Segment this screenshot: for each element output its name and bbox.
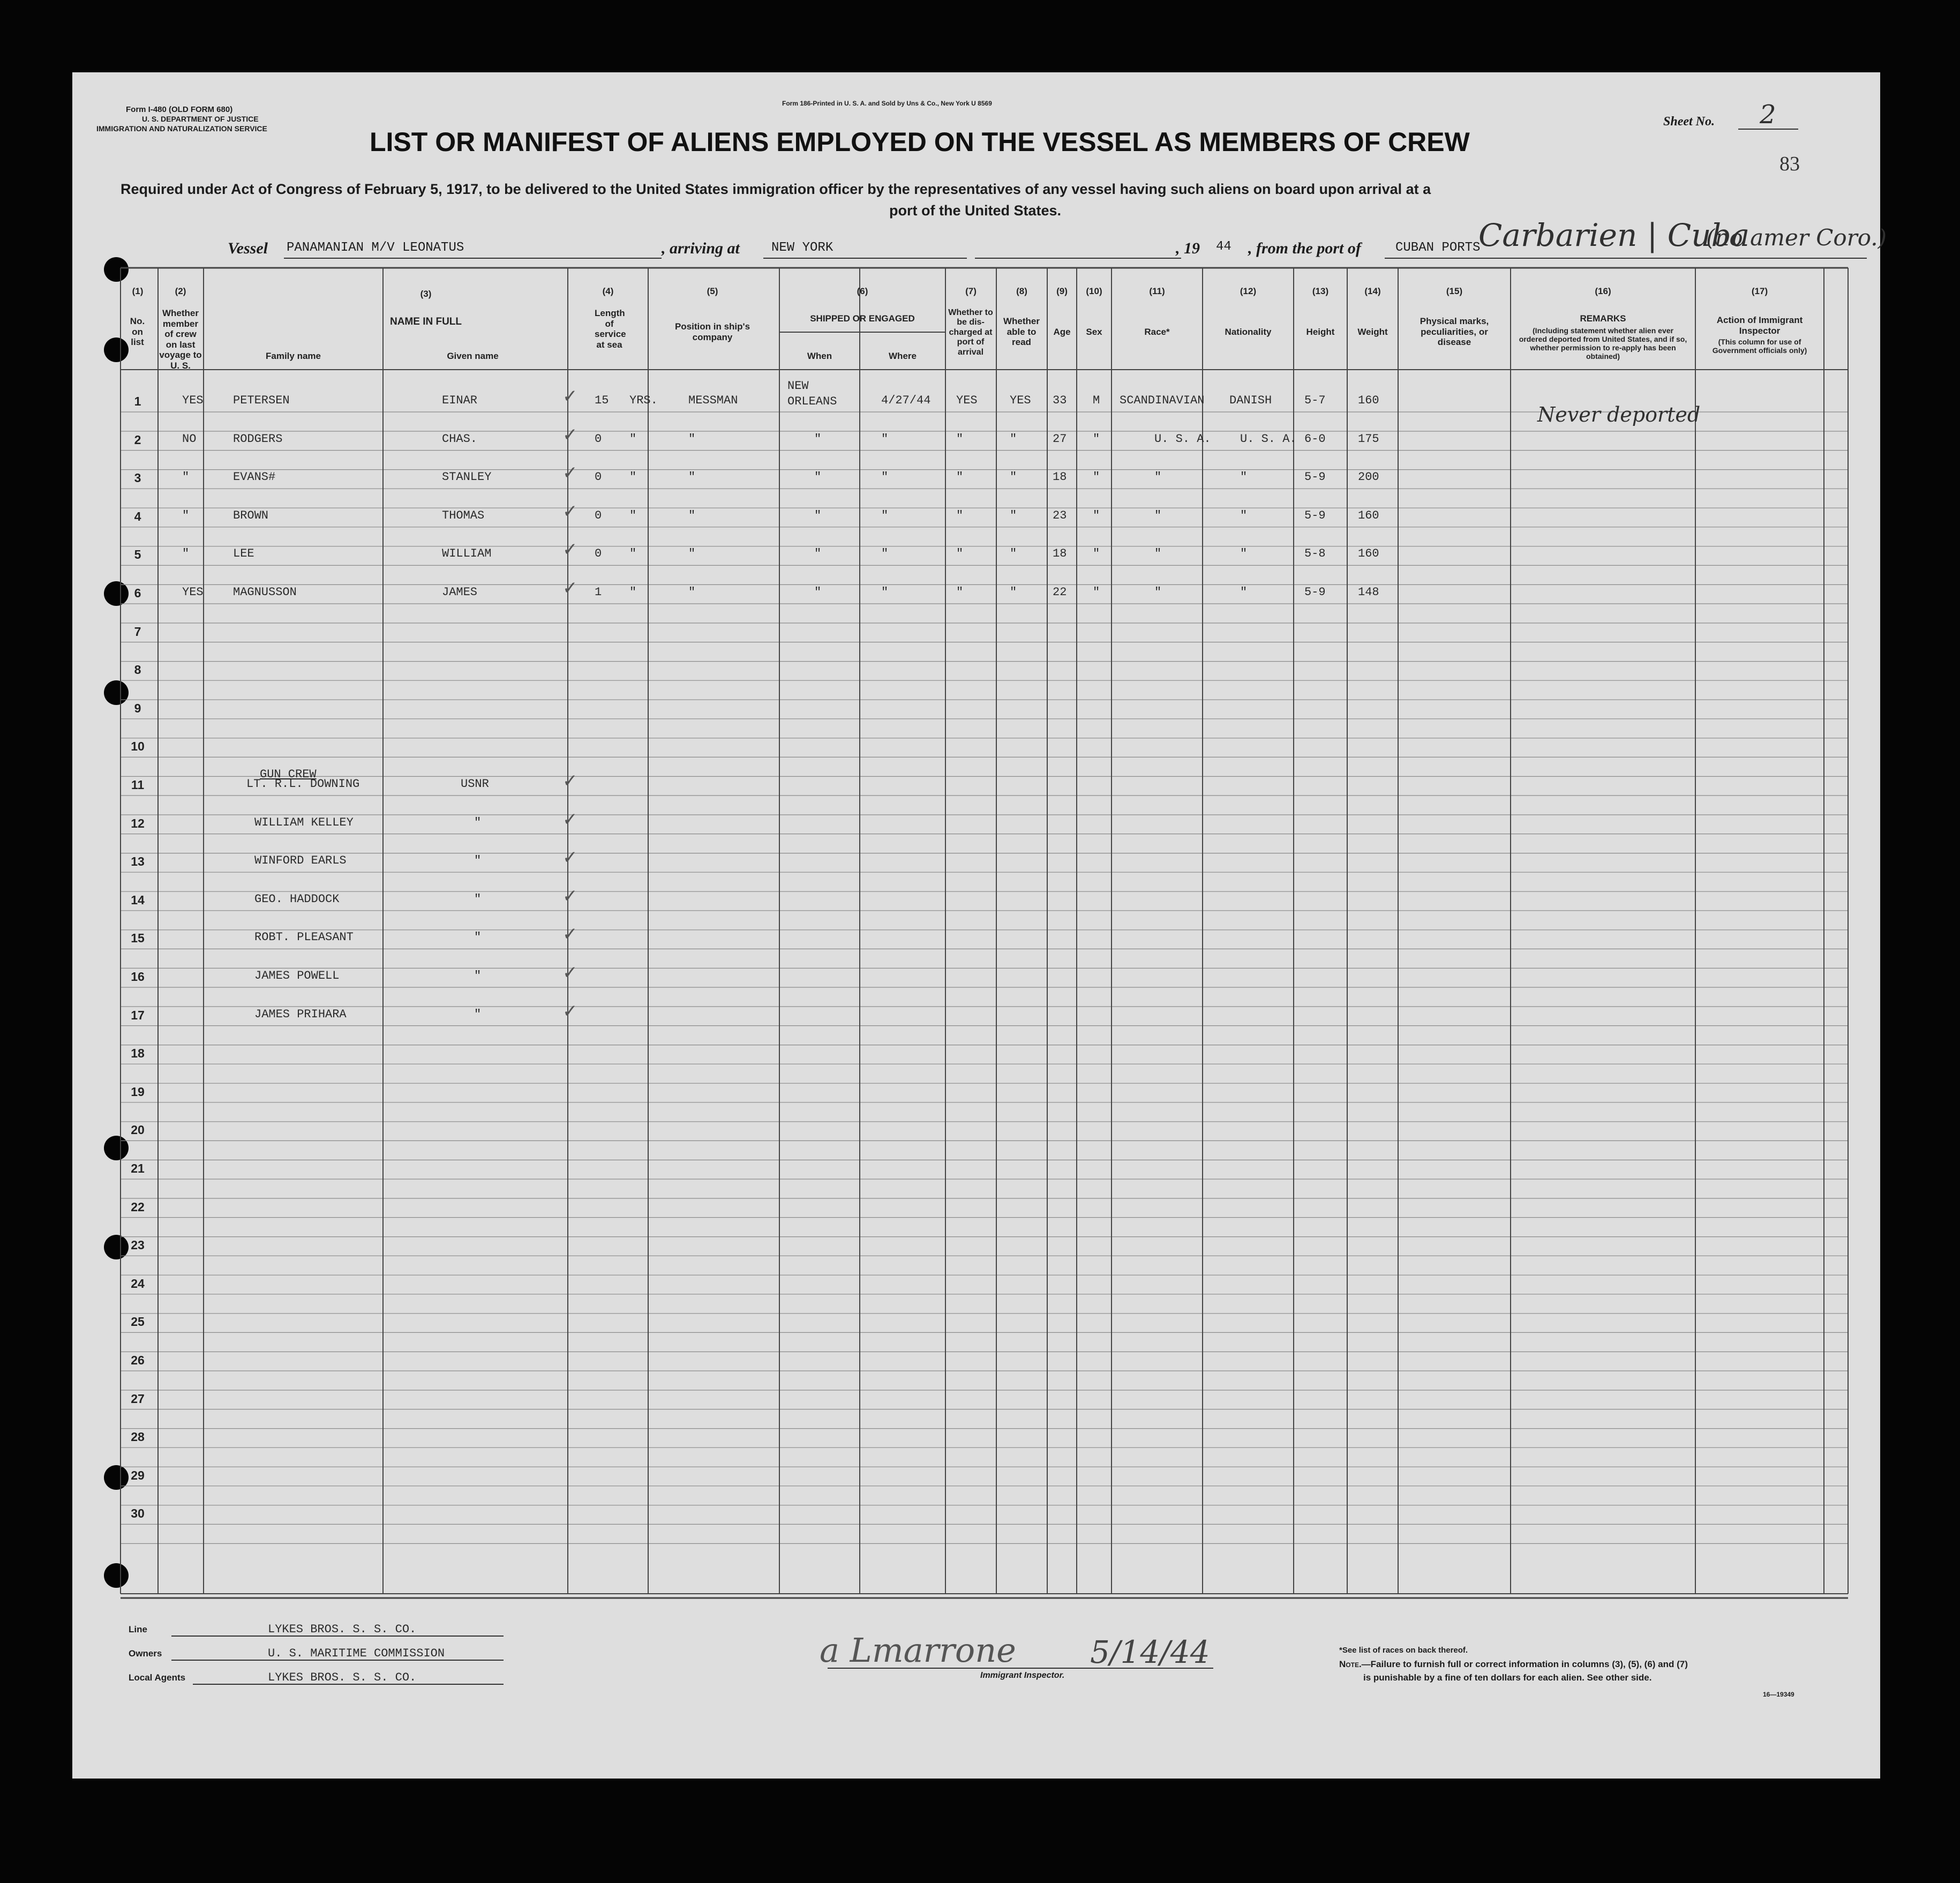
inspector-underline [828,1668,1213,1669]
arriving-value: NEW YORK [771,241,833,255]
cell-shipped-when: " [814,586,822,599]
note-line-1 [1339,1660,1688,1669]
cell-position: " [688,432,696,446]
check-mark-icon: ✓ [562,924,578,946]
cell-shipped-where: " [881,547,889,561]
cell-height: 5-9 [1304,508,1326,522]
check-mark-icon: ✓ [562,539,578,561]
owners-value: U. S. MARITIME COMMISSION [268,1647,445,1660]
gun-crew-title: GUN CREW [260,768,317,781]
cell-discharged: " [956,508,964,522]
row-number: 25 [131,1315,145,1329]
inspector-date: 5/14/44 [1090,1634,1210,1670]
line-value: LYKES BROS. S. S. CO. [268,1623,417,1636]
sheet-value: 2 [1760,100,1776,130]
cell-family-name: LEE [233,547,254,561]
form-subtitle-1: Required under Act of Congress of February 5, 1917, to be delivered to the United States immigration officer by the representatives of any vessel having such aliens on board upon arrival at a [121,181,1431,197]
races-note: *See list of races on back thereof. [1339,1646,1468,1655]
cell-gun-crew-given: " [474,854,482,868]
row-number: 20 [131,1123,145,1137]
col-13-number: (13) [1312,286,1329,296]
cell-service-unit: YRS. [629,394,658,407]
row-number: 7 [134,624,141,639]
cell-service-unit: " [629,432,637,446]
cell-gun-crew-given: " [474,1007,482,1021]
cell-able-read: " [1010,547,1017,561]
vessel-value: PANAMANIAN M/V LEONATUS [287,241,464,255]
cell-age: 18 [1053,547,1067,561]
inspector-label: Immigrant Inspector. [980,1671,1065,1680]
cell-family-name: MAGNUSSON [233,586,297,599]
cell-discharged: " [956,470,964,484]
col-6-where: Where [889,351,917,361]
cell-able-read: " [1010,508,1017,522]
col-8-header: Whether able to read [1003,316,1040,348]
col-16-note: (Including statement whether alien ever ordered deported from United States, and if so, whether permission to re-apply has been obtained) [1519,326,1687,361]
handwritten-port: Carbarien | Cuba [1478,217,1750,253]
col-15-header: Physical marks, peculiarities, or disease [1420,316,1489,348]
vessel-label: Vessel [228,239,268,257]
col-17-number: (17) [1751,286,1768,296]
cell-age: 33 [1053,394,1067,407]
cell-given-name: STANLEY [442,470,492,484]
col-14-number: (14) [1364,286,1381,296]
cell-position: MESSMAN [688,394,738,407]
cell-family-name: PETERSEN [233,394,290,407]
cell-length-service: 0 [595,432,602,446]
col-2-number: (2) [175,286,186,296]
cell-shipped-when: " [814,508,822,522]
row-number: 14 [131,892,145,907]
cell-sex: M [1093,394,1100,407]
cell-gun-crew-name: WILLIAM KELLEY [254,815,354,829]
cell-weight: 175 [1358,432,1379,446]
agents-label: Local Agents [129,1672,186,1683]
check-mark-icon: ✓ [562,885,578,907]
col-6-header: SHIPPED OR ENGAGED [810,313,915,324]
cell-height: 5-7 [1304,394,1326,407]
cell-nationality: " [1240,547,1248,561]
agents-value: LYKES BROS. S. S. CO. [268,1671,417,1684]
col-16-header: REMARKS [1580,313,1626,324]
cell-discharged: " [956,432,964,446]
col-5-number: (5) [707,286,718,296]
cell-service-unit: " [629,470,637,484]
cell-discharged: " [956,586,964,599]
cell-gun-crew-name: JAMES PRIHARA [254,1007,347,1021]
row-number: 11 [131,778,145,792]
cell-age: 22 [1053,586,1067,599]
arriving-label: , arriving at [662,239,740,257]
check-mark-icon: ✓ [562,424,578,446]
cell-gun-crew-name: ROBT. PLEASANT [254,931,354,944]
col-11-header: Race* [1144,327,1170,337]
check-mark-icon: ✓ [562,962,578,984]
row-number: 5 [134,547,141,562]
cell-age: 27 [1053,432,1067,446]
row-number: 12 [131,816,145,830]
cell-race: " [1154,470,1162,484]
col-12-header: Nationality [1225,327,1272,337]
cell-position: " [688,586,696,599]
note-line-2: is punishable by a fine of ten dollars for each alien. See other side. [1363,1672,1652,1683]
line-label: Line [129,1624,147,1634]
cell-able-read: " [1010,432,1017,446]
cell-age: 18 [1053,470,1067,484]
cell-nationality: " [1240,586,1248,599]
col-4-number: (4) [602,286,614,296]
cell-discharged: YES [956,394,978,407]
cell-given-name: THOMAS [442,508,485,522]
col-1-number: (1) [132,286,144,296]
form-subtitle-2: port of the United States. [889,202,1062,219]
cell-gun-crew-name: LT. R.L. DOWNING [246,777,360,791]
row-number: 8 [134,663,141,677]
cell-previous-voyage: YES [182,394,204,407]
row-number: 26 [131,1353,145,1367]
handwritten-note: (no amer Coro.) [1706,224,1887,251]
cell-previous-voyage: " [182,508,190,522]
row-number: 16 [131,970,145,984]
cell-shipped-where: " [881,470,889,484]
cell-shipped-when: " [814,470,822,484]
col-17-note: (This column for use of Government officials only) [1712,337,1807,355]
row-number: 29 [131,1468,145,1482]
col-2-header: Whether member of crew on last voyage to U. S. [159,308,202,371]
form-title: LIST OR MANIFEST OF ALIENS EMPLOYED ON THE VESSEL AS MEMBERS OF CREW [370,127,1470,157]
cell-family-name: BROWN [233,508,269,522]
cell-gun-crew-name: WINFORD EARLS [254,854,347,868]
col-4-header: Length of service at sea [595,308,626,350]
cell-able-read: " [1010,586,1017,599]
note-label: Note. [1339,1659,1362,1669]
owners-label: Owners [129,1648,162,1659]
cell-position: " [688,508,696,522]
cell-gun-crew-given: " [474,815,482,829]
cell-able-read: YES [1010,394,1031,407]
check-mark-icon: ✓ [562,386,578,407]
check-mark-icon: ✓ [562,847,578,869]
from-port-label: , from the port of [1248,239,1361,257]
check-mark-icon: ✓ [562,808,578,830]
cell-shipped-where: " [881,586,889,599]
cell-shipped-when: " [814,432,822,446]
cell-height: 5-8 [1304,547,1326,561]
cell-length-service: 0 [595,547,602,561]
col-8-number: (8) [1016,286,1027,296]
cell-service-unit: " [629,508,637,522]
col-10-number: (10) [1086,286,1102,296]
cell-gun-crew-name: GEO. HADDOCK [254,892,340,906]
cell-length-service: 1 [595,586,602,599]
row-number: 1 [134,394,141,408]
service-name: IMMIGRATION AND NATURALIZATION SERVICE [96,124,267,133]
cell-family-name: EVANS# [233,470,276,484]
col-3-header: NAME IN FULL [389,316,462,327]
col-16-number: (16) [1595,286,1611,296]
check-mark-icon: ✓ [562,462,578,484]
col-9-header: Age [1053,327,1071,337]
row-number: 22 [131,1199,145,1214]
cell-length-service: 15 [595,394,609,407]
cell-given-name: WILLIAM [442,547,492,561]
sheet-label: Sheet No. [1663,115,1715,129]
cell-weight: 160 [1358,547,1379,561]
cell-service-unit: " [629,586,637,599]
cell-shipped-where: " [881,432,889,446]
row-number: 24 [131,1276,145,1291]
year-label: , 19 [1176,239,1200,257]
row-number: 19 [131,1084,145,1099]
cell-nationality: U. S. A. [1240,432,1297,446]
cell-length-service: 0 [595,470,602,484]
cell-weight: 160 [1358,394,1379,407]
cell-race: " [1154,508,1162,522]
col-6-when: When [807,351,832,361]
cell-shipped-when: NEW ORLEANS [787,379,837,408]
col-15-number: (15) [1446,286,1463,296]
printer-line: Form 186-Printed in U. S. A. and Sold by Uns & Co., New York U 8569 [782,100,992,107]
cell-sex: " [1093,470,1100,484]
cell-sex: " [1093,432,1100,446]
row-number: 18 [131,1046,145,1061]
cell-gun-crew-given: " [474,969,482,982]
cell-given-name: CHAS. [442,432,478,446]
col-3-family: Family name [266,351,321,361]
from-port-value: CUBAN PORTS [1395,241,1481,255]
cell-able-read: " [1010,470,1017,484]
cell-nationality: " [1240,470,1248,484]
cell-nationality: DANISH [1229,394,1272,407]
cell-position: " [688,470,696,484]
cell-weight: 200 [1358,470,1379,484]
cell-gun-crew-given: " [474,931,482,944]
cell-shipped-when: " [814,547,822,561]
col-6-number: (6) [857,286,868,296]
cell-given-name: JAMES [442,586,478,599]
col-13-header: Height [1306,327,1335,337]
check-mark-icon: ✓ [562,1000,578,1022]
col-11-number: (11) [1149,286,1165,296]
form-code: 16—19349 [1763,1691,1794,1698]
cell-height: 5-9 [1304,470,1326,484]
cell-race: SCANDINAVIAN [1120,394,1205,407]
col-9-number: (9) [1056,286,1068,296]
cell-previous-voyage: NO [182,432,197,446]
row-number: 10 [131,739,145,754]
row-number: 23 [131,1238,145,1252]
row-number: 28 [131,1430,145,1444]
row-number: 15 [131,931,145,946]
cell-family-name: RODGERS [233,432,283,446]
cell-shipped-where: " [881,508,889,522]
year-value: 44 [1216,239,1231,254]
cell-gun-crew-name: JAMES POWELL [254,969,340,982]
cell-height: 6-0 [1304,432,1326,446]
cell-nationality: " [1240,508,1248,522]
cell-given-name: EINAR [442,394,478,407]
row-number: 13 [131,854,145,869]
col-10-header: Sex [1086,327,1102,337]
cell-length-service: 0 [595,508,602,522]
cell-gun-crew-given: " [474,892,482,906]
cell-gun-crew-given: USNR [461,777,489,791]
remarks-never-deported: Never deported [1537,403,1701,426]
department-name: U. S. DEPARTMENT OF JUSTICE [142,115,259,123]
cell-previous-voyage: YES [182,586,204,599]
row-number: 2 [134,432,141,447]
col-7-number: (7) [965,286,977,296]
row-number: 30 [131,1506,145,1521]
cell-service-unit: " [629,547,637,561]
inspector-signature: a Lmarrone [820,1631,1016,1670]
cell-race: U. S. A. [1154,432,1211,446]
cell-discharged: " [956,547,964,561]
cell-sex: " [1093,508,1100,522]
col-5-header: Position in ship's company [674,321,750,342]
check-mark-icon: ✓ [562,770,578,792]
row-number: 17 [131,1008,145,1022]
cell-previous-voyage: " [182,470,190,484]
page-number: 83 [1779,153,1800,175]
row-number: 9 [134,701,141,715]
row-number: 4 [134,509,141,523]
cell-sex: " [1093,586,1100,599]
cell-age: 23 [1053,508,1067,522]
row-number: 3 [134,471,141,485]
col-7-header: Whether to be dis-charged at port of arrival [948,308,993,357]
cell-weight: 160 [1358,508,1379,522]
cell-weight: 148 [1358,586,1379,599]
col-14-header: Weight [1357,327,1388,337]
check-mark-icon: ✓ [562,500,578,522]
col-1-header: No. on list [130,316,145,348]
cell-height: 5-9 [1304,586,1326,599]
check-mark-icon: ✓ [562,577,578,599]
manifest-sheet [72,72,1887,1779]
row-number: 27 [131,1391,145,1406]
cell-race: " [1154,547,1162,561]
col-17-header: Action of Immigrant Inspector [1716,315,1803,336]
cell-shipped-where: 4/27/44 [881,394,931,407]
cell-previous-voyage: " [182,547,190,561]
col-3-given: Given name [447,351,499,361]
form-number: Form I-480 (OLD FORM 680) [126,105,233,114]
note-text-1: —Failure to furnish full or correct information in columns (3), (5), (6) and (7) [1361,1659,1688,1669]
col-12-number: (12) [1240,286,1257,296]
row-number: 21 [131,1161,145,1175]
cell-sex: " [1093,547,1100,561]
cell-position: " [688,547,696,561]
row-number: 6 [134,586,141,600]
cell-race: " [1154,586,1162,599]
col-3-number: (3) [420,289,432,299]
